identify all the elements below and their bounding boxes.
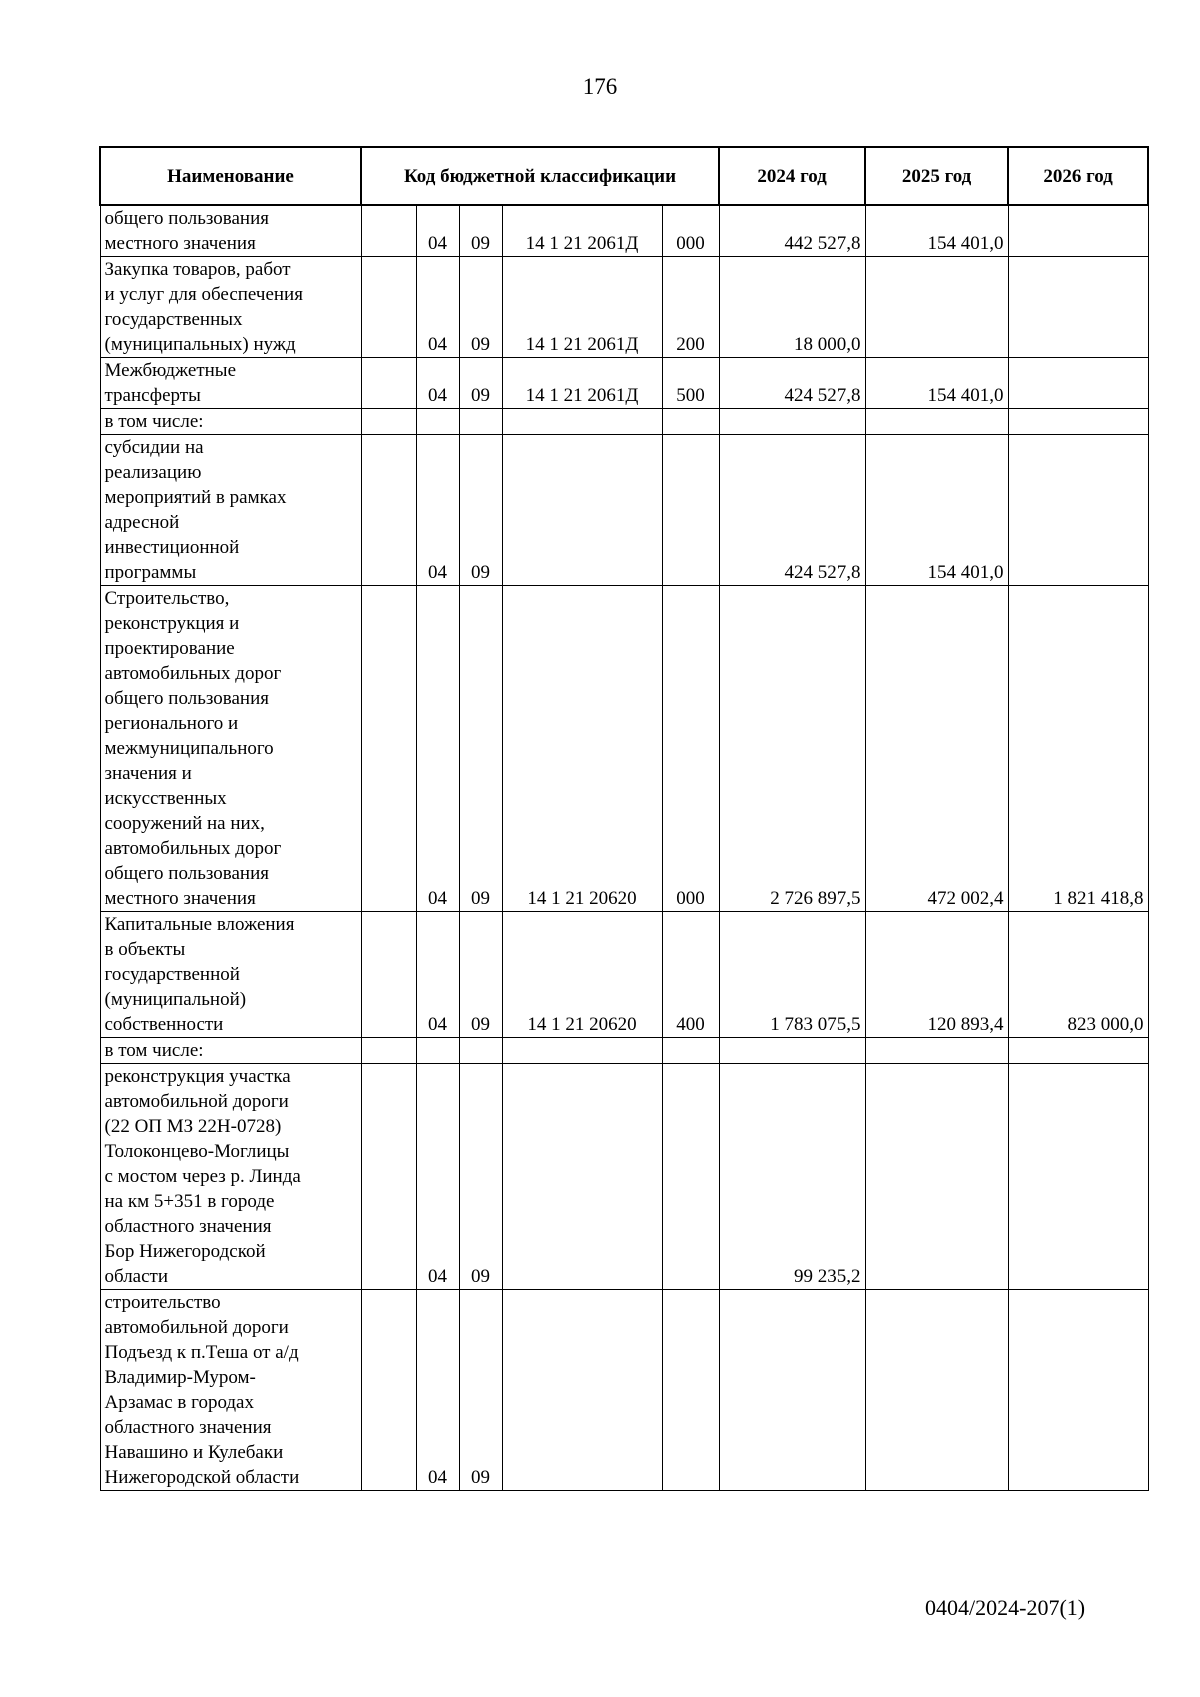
table-row [100, 409, 1148, 435]
section-code-cell: 04 [416, 205, 459, 257]
value-2026-cell [1008, 435, 1148, 586]
subsection-code-cell: 09 [459, 1064, 502, 1290]
row-name-cell [100, 586, 361, 912]
table-row [100, 257, 1148, 358]
value-2026-cell [1008, 1038, 1148, 1064]
row-name-cell [100, 912, 361, 1038]
value-2026-cell: 823 000,0 [1008, 912, 1148, 1038]
subsection-code-cell [459, 409, 502, 435]
target-article-cell: 14 1 21 20620 [502, 912, 662, 1038]
section-code-cell: 04 [416, 257, 459, 358]
code-cell-1 [361, 358, 416, 409]
row-name: общего пользования местного значения [104, 208, 269, 254]
expense-type-cell: 200 [662, 257, 719, 358]
table-row [100, 435, 1148, 586]
header-code: Код бюджетной классификации [361, 147, 719, 205]
value-2026-cell [1008, 257, 1148, 358]
expense-type-cell: 400 [662, 912, 719, 1038]
value-2025-cell [865, 409, 1008, 435]
subsection-code-cell: 09 [459, 912, 502, 1038]
value-2025-cell: 154 401,0 [865, 435, 1008, 586]
value-2024-cell: 442 527,8 [719, 205, 865, 257]
row-name: Закупка товаров, работ и услуг для обеспечения государственных (муниципальных) нужд [104, 259, 303, 355]
subsection-code-cell: 09 [459, 1290, 502, 1491]
value-2025-cell [865, 257, 1008, 358]
value-2025-cell [865, 1290, 1008, 1491]
target-article-cell [502, 435, 662, 586]
target-article-cell [502, 1064, 662, 1290]
value-2025-cell: 154 401,0 [865, 205, 1008, 257]
target-article-cell: 14 1 21 2061Д [502, 358, 662, 409]
value-2025-cell [865, 1064, 1008, 1290]
value-2024-cell: 424 527,8 [719, 435, 865, 586]
row-name: строительство автомобильной дороги Подъезд к п.Теша от а/д Владимир-Муром- Арзамас в городах областного значения Навашино и Кулебаки Нижегородской области [104, 1292, 300, 1488]
section-code-cell: 04 [416, 912, 459, 1038]
value-2024-cell [719, 1290, 865, 1491]
row-name-cell [100, 1064, 361, 1290]
section-code-cell: 04 [416, 1290, 459, 1491]
budget-table [99, 146, 1149, 1491]
table-row [100, 912, 1148, 1038]
value-2025-cell [865, 1038, 1008, 1064]
expense-type-cell [662, 1290, 719, 1491]
expense-type-cell: 000 [662, 586, 719, 912]
page-number: 176 [582, 74, 618, 99]
row-name: в том числе: [104, 1040, 204, 1061]
subsection-code-cell: 09 [459, 358, 502, 409]
value-2024-cell: 2 726 897,5 [719, 586, 865, 912]
subsection-code-cell: 09 [459, 205, 502, 257]
code-cell-1 [361, 205, 416, 257]
target-article-cell: 14 1 21 2061Д [502, 205, 662, 257]
code-cell-1 [361, 435, 416, 586]
table-row [100, 205, 1148, 257]
value-2026-cell [1008, 205, 1148, 257]
value-2026-cell: 1 821 418,8 [1008, 586, 1148, 912]
code-cell-1 [361, 409, 416, 435]
section-code-cell [416, 1038, 459, 1064]
target-article-cell: 14 1 21 2061Д [502, 257, 662, 358]
row-name: в том числе: [104, 411, 204, 432]
value-2024-cell: 424 527,8 [719, 358, 865, 409]
row-name-cell [100, 435, 361, 586]
header-row [100, 147, 1148, 205]
header-2024: 2024 год [719, 147, 865, 205]
expense-type-cell [662, 1064, 719, 1290]
table-row [100, 1038, 1148, 1064]
value-2025-cell: 120 893,4 [865, 912, 1008, 1038]
row-name: Строительство, реконструкция и проектирование автомобильных дорог общего пользования регионального и межмуниципального значения и искусственных сооружений на них, автомобильных дорог общего пользования местного значения [104, 588, 282, 909]
header-2026: 2026 год [1008, 147, 1148, 205]
section-code-cell: 04 [416, 358, 459, 409]
row-name-cell [100, 358, 361, 409]
code-cell-1 [361, 1038, 416, 1064]
section-code-cell: 04 [416, 586, 459, 912]
value-2024-cell: 18 000,0 [719, 257, 865, 358]
value-2024-cell: 99 235,2 [719, 1064, 865, 1290]
code-cell-1 [361, 912, 416, 1038]
expense-type-cell [662, 435, 719, 586]
value-2024-cell: 1 783 075,5 [719, 912, 865, 1038]
row-name-cell [100, 257, 361, 358]
table-row [100, 586, 1148, 912]
section-code-cell: 04 [416, 435, 459, 586]
table-row [100, 358, 1148, 409]
row-name: реконструкция участка автомобильной дороги (22 ОП МЗ 22Н-0728) Толоконцево-Моглицы с мостом через р. Линда на км 5+351 в городе областного значения Бор Нижегородской области [104, 1066, 301, 1287]
code-cell-1 [361, 586, 416, 912]
subsection-code-cell: 09 [459, 586, 502, 912]
header-2025: 2025 год [865, 147, 1008, 205]
row-name: субсидии на реализацию мероприятий в рамках адресной инвестиционной программы [104, 437, 287, 583]
code-cell-1 [361, 1064, 416, 1290]
header-name: Наименование [100, 147, 361, 205]
value-2026-cell [1008, 1290, 1148, 1491]
value-2026-cell [1008, 1064, 1148, 1290]
row-name-cell [100, 1038, 361, 1064]
target-article-cell [502, 409, 662, 435]
expense-type-cell [662, 409, 719, 435]
value-2026-cell [1008, 409, 1148, 435]
expense-type-cell: 000 [662, 205, 719, 257]
code-cell-1 [361, 1290, 416, 1491]
target-article-cell [502, 1290, 662, 1491]
target-article-cell [502, 1038, 662, 1064]
section-code-cell [416, 409, 459, 435]
value-2024-cell [719, 409, 865, 435]
value-2026-cell [1008, 358, 1148, 409]
subsection-code-cell [459, 1038, 502, 1064]
expense-type-cell: 500 [662, 358, 719, 409]
row-name-cell [100, 1290, 361, 1491]
subsection-code-cell: 09 [459, 257, 502, 358]
code-cell-1 [361, 257, 416, 358]
section-code-cell: 04 [416, 1064, 459, 1290]
table-row [100, 1290, 1148, 1491]
target-article-cell: 14 1 21 20620 [502, 586, 662, 912]
value-2024-cell [719, 1038, 865, 1064]
document-code: 0404/2024-207(1) [925, 1595, 1086, 1620]
value-2025-cell: 472 002,4 [865, 586, 1008, 912]
expense-type-cell [662, 1038, 719, 1064]
row-name-cell [100, 409, 361, 435]
row-name: Капитальные вложения в объекты государственной (муниципальной) собственности [104, 914, 295, 1035]
row-name: Межбюджетные трансферты [104, 360, 236, 406]
row-name-cell [100, 205, 361, 257]
value-2025-cell: 154 401,0 [865, 358, 1008, 409]
table-row [100, 1064, 1148, 1290]
subsection-code-cell: 09 [459, 435, 502, 586]
